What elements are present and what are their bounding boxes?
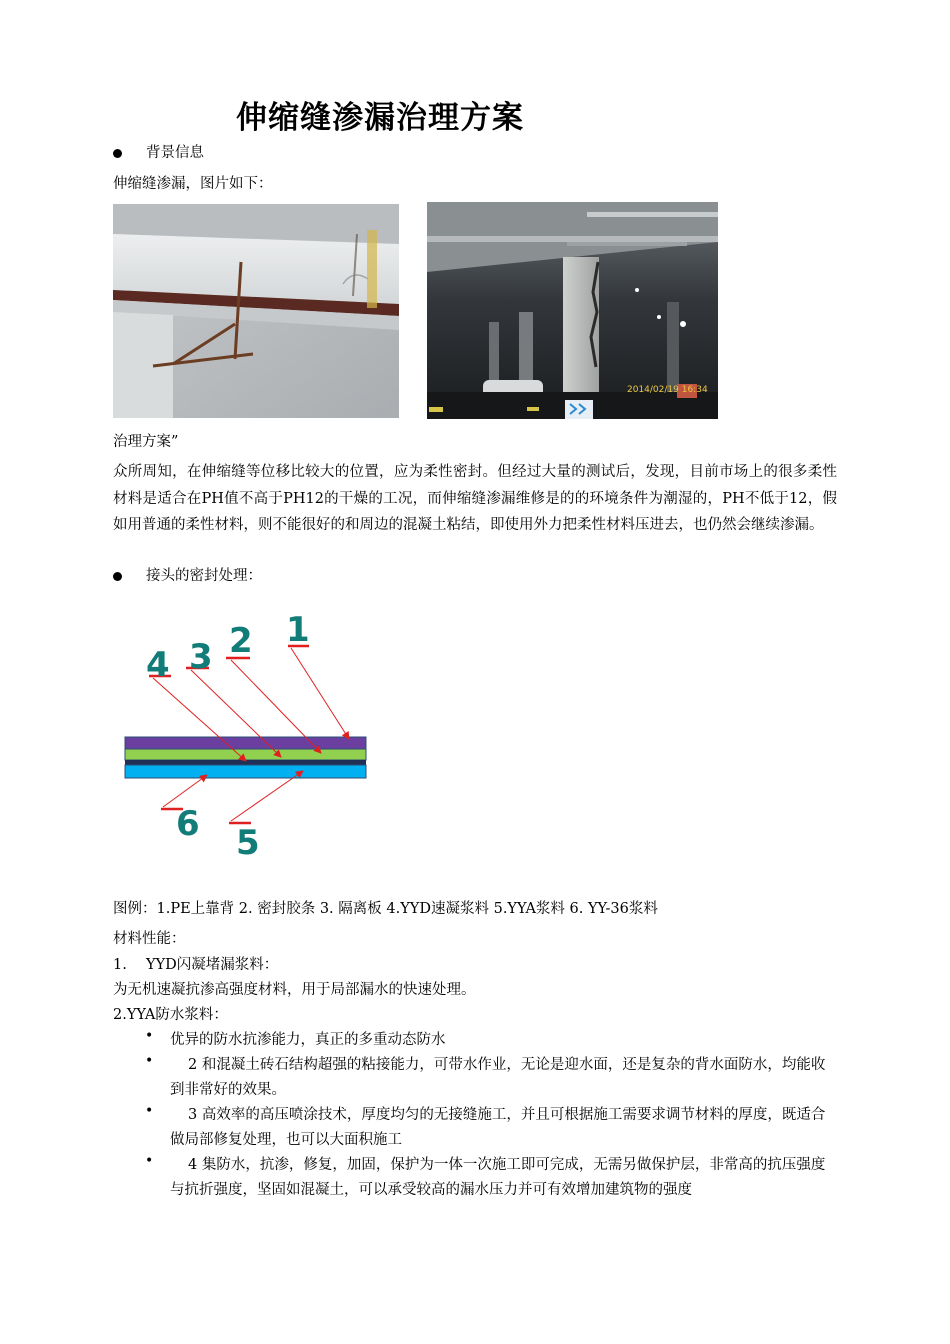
diagram-label-5: 5 <box>236 823 260 863</box>
materials-heading: 材料性能： <box>113 931 186 947</box>
feature-item-4: 4 集防水，抗渗，修复，加固，保护为一体一次施工即可完成，无需另做保护层，非常高的抗压强度与抗折强度，坚固如混凝土，可以承受较高的漏水压力并可有效增加建筑物的强度 <box>170 1157 826 1198</box>
diagram-label-4: 4 <box>146 645 170 685</box>
arrow-6 <box>163 775 207 807</box>
photo-parking-garage-column <box>427 202 718 419</box>
scheme-label: 治理方案” <box>113 434 179 450</box>
material-1-description: 为无机速凝抗渗高强度材料，用于局部漏水的快速处理。 <box>113 982 476 998</box>
list-bullet-icon: • <box>145 1028 154 1044</box>
material-2-title: 2.YYA防水浆料： <box>113 1007 228 1023</box>
layer-seal-strip <box>125 749 366 760</box>
list-bullet-icon: • <box>145 1053 154 1069</box>
section-heading-joint-seal: 接头的密封处理： <box>146 568 262 584</box>
section-heading-background: 背景信息 <box>146 145 204 161</box>
list-bullet-icon: • <box>145 1153 154 1169</box>
diagram-label-1: 1 <box>286 610 310 650</box>
diagram-label-2: 2 <box>229 621 253 661</box>
feature-item-2: 2 和混凝土砖石结构超强的粘接能力，可带水作业，无论是迎水面，还是复杂的背水面防水，均能收到非常好的效果。 <box>170 1057 826 1098</box>
diagram-label-6: 6 <box>176 804 200 844</box>
material-1-number: 1. <box>113 957 127 973</box>
photos-intro-text: 伸缩缝渗漏，图片如下： <box>113 176 273 192</box>
diagram-label-3: 3 <box>189 637 213 677</box>
joint-seal-diagram <box>113 600 383 870</box>
arrow-1 <box>291 648 349 739</box>
photo-timestamp: 2014/02/19 16:34 <box>627 385 708 395</box>
feature-item-3: 3 高效率的高压喷涂技术，厚度均匀的无接缝施工，并且可根据施工需要求调节材料的厚度，既适合做局部修复处理，也可以大面积施工 <box>170 1107 826 1148</box>
feature-item-1: 优异的防水抗渗能力，真正的多重动态防水 <box>170 1032 446 1048</box>
material-1-title: YYD闪凝堵漏浆料： <box>146 957 279 973</box>
photo-expansion-joint-beam <box>113 204 399 418</box>
layer-slurry <box>125 765 366 778</box>
list-bullet-icon: • <box>145 1103 154 1119</box>
layer-pe-backing <box>125 737 366 749</box>
bullet-icon <box>113 572 122 581</box>
diagram-legend: 图例：1.PE上靠背 2. 密封胶条 3. 隔离板 4.YYD速凝浆料 5.YYA浆料 6. YY-36浆料 <box>113 901 658 917</box>
page-title: 伸缩缝渗漏治理方案 <box>236 100 524 136</box>
bullet-icon <box>113 149 122 158</box>
body-paragraph: 众所周知，在伸缩缝等位移比较大的位置，应为柔性密封。但经过大量的测试后，发现，目前市场上的很多柔性材料是适合在PH值不高于PH12的干燥的工况，而伸缩缝渗漏维修是的的环境条件为潮湿的，PH不低于12，假如用普通的柔性材料，则不能很好的和周边的混凝土粘结，即使用外力把柔性材料压进去，也仍然会继续渗漏。 <box>113 464 837 533</box>
